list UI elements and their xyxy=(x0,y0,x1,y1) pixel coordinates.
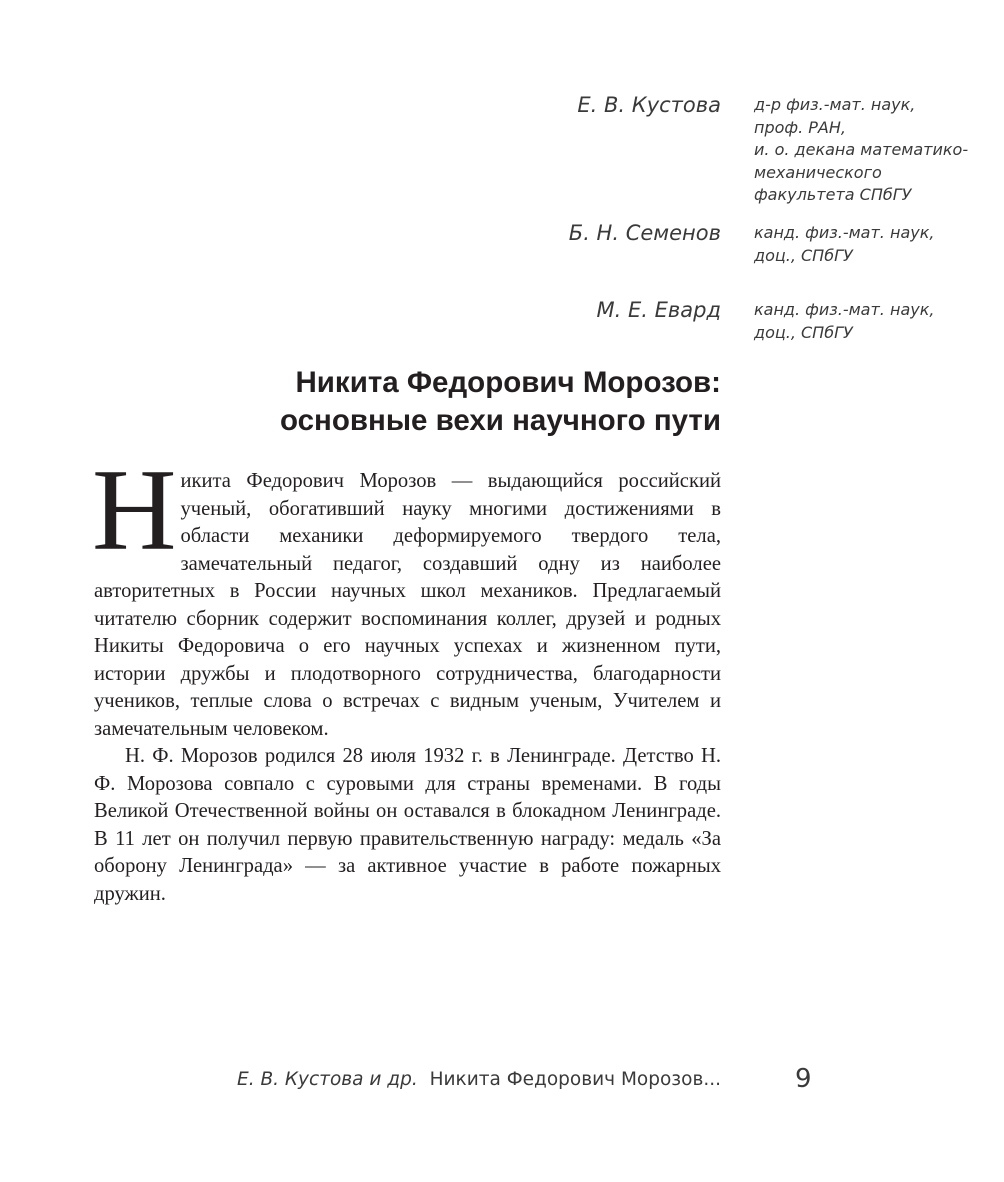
footer-title: Никита Федорович Морозов... xyxy=(429,1069,721,1090)
footer-authors: Е. В. Кустова и др. xyxy=(237,1069,418,1090)
credential-line: доц., СПбГУ xyxy=(754,245,853,265)
author-block-kustova xyxy=(0,92,1004,222)
credential-line: канд. физ.-мат. наук, xyxy=(754,223,935,242)
author-credentials xyxy=(754,299,934,344)
author-credentials xyxy=(754,222,934,267)
title-line-1: Никита Федорович Морозов: xyxy=(295,366,721,399)
credential-line: д-р физ.-мат. наук, xyxy=(754,95,916,114)
credential-line: доц., СПбГУ xyxy=(754,322,853,342)
article-body xyxy=(92,446,721,908)
drop-cap: Н xyxy=(92,446,177,575)
author-name: М. Е. Евард xyxy=(596,298,721,322)
credential-line: факультета СПбГУ xyxy=(754,185,912,205)
paragraph-1-text: икита Федорович Морозов — выдающийся российский ученый, обогативший науку многими достижениями в области механики деформируемого твердого тела, замечательный педагог, создавший одну из наиболее авторитетных в России научных школ механиков. Предлагаемый читателю сборник содержит воспоминания коллег, друзей и родных Никиты Федоровича о его научных успехах и жизненном пути, истории дружбы и плодотворного сотрудничества, благодарности учеников, теплые слова о встречах с видным ученым, Учителем и замечательным человеком. xyxy=(94,470,721,740)
paragraph-1 xyxy=(92,446,721,743)
article-title xyxy=(280,364,721,440)
running-footer xyxy=(237,1065,721,1095)
author-credentials xyxy=(754,94,968,207)
credential-line: механического xyxy=(754,162,882,182)
title-line-2: основные вехи научного пути xyxy=(279,404,721,437)
credential-line: проф. РАН, xyxy=(754,117,846,137)
author-name: Б. Н. Семенов xyxy=(568,221,721,245)
page-number: 9 xyxy=(795,1064,812,1094)
credential-line: канд. физ.-мат. наук, xyxy=(754,300,935,319)
paragraph-2: Н. Ф. Морозов родился 28 июля 1932 г. в Ленинграде. Детство Н. Ф. Морозова совпало с суровыми для страны временами. В годы Великой Отечественной войны он оставался в блокадном Ленинграде. В 11 лет он получил первую правительственную награду: медаль «За оборону Ленинграда» — за активное участие в работе пожарных дружин. xyxy=(94,745,721,905)
credential-line: и. о. декана математико- xyxy=(754,140,969,160)
author-name: Е. В. Кустова xyxy=(577,93,721,117)
